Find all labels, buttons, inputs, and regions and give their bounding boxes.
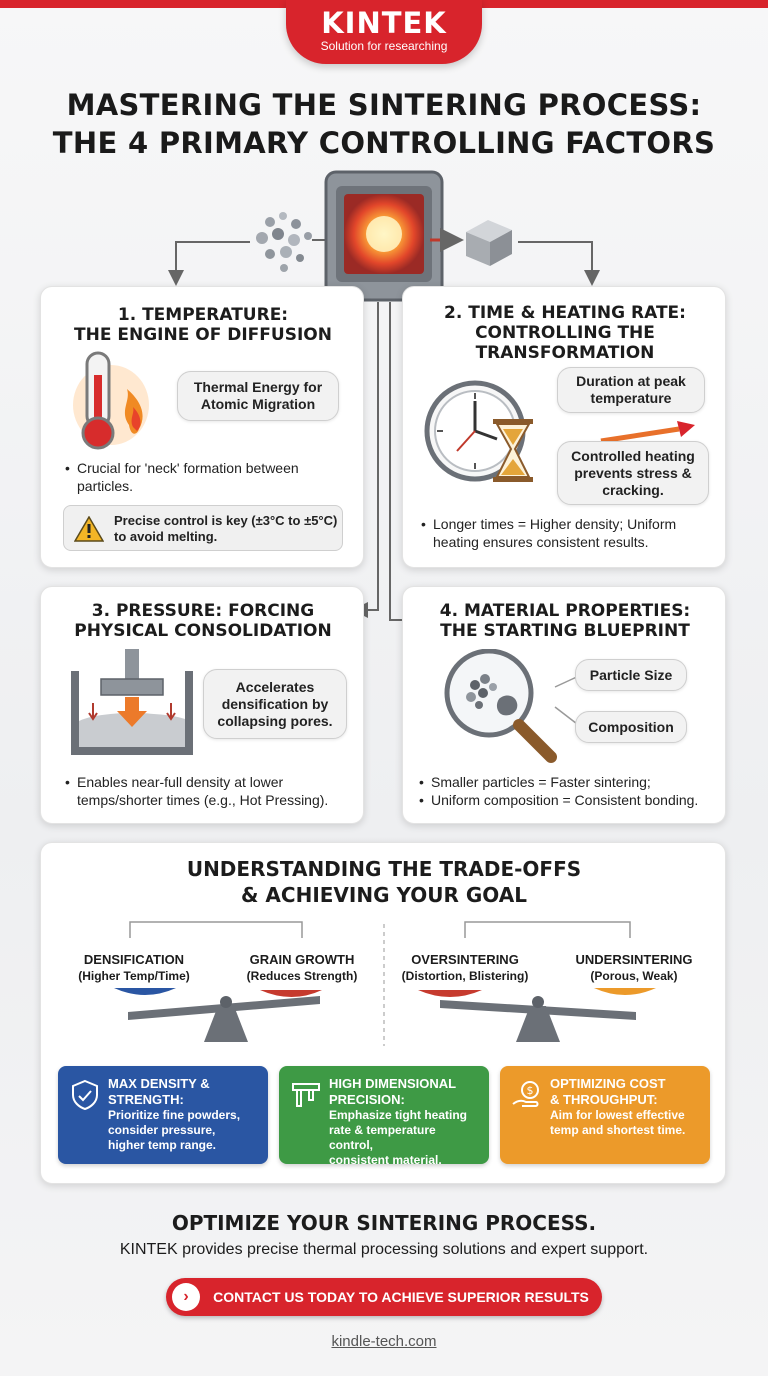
card-title-line2: THE ENGINE OF DIFFUSION bbox=[74, 325, 332, 345]
oversintering-label bbox=[392, 952, 538, 984]
goal-text bbox=[329, 1108, 483, 1168]
contact-us-label: CONTACT US TODAY TO ACHIEVE SUPERIOR RESULTS bbox=[213, 1289, 589, 1305]
warning-line1: Precise control is key (±3°C to ±5°C) bbox=[114, 513, 338, 528]
card-title-line1: 2. TIME & HEATING RATE: bbox=[444, 303, 686, 323]
goal-title bbox=[329, 1076, 481, 1108]
cta-title: OPTIMIZE YOUR SINTERING PROCESS. bbox=[171, 1211, 597, 1235]
coin-hand-icon bbox=[510, 1078, 544, 1112]
card-title-line2: PHYSICAL CONSOLIDATION bbox=[74, 621, 332, 641]
caliper-icon bbox=[289, 1078, 323, 1112]
label-main: DENSIFICATION bbox=[83, 952, 185, 967]
tradeoffs-title-line1: UNDERSTANDING THE TRADE-OFFS bbox=[186, 857, 582, 881]
brand-name: KINTEK bbox=[321, 6, 447, 40]
goal-cost-throughput[interactable] bbox=[500, 1066, 710, 1164]
material-bullet-1: • Smaller particles = Faster sintering; bbox=[431, 773, 723, 791]
bubble-line1: Duration at peak bbox=[576, 373, 686, 389]
left-balance-scale bbox=[114, 988, 322, 1042]
label-sub: (Distortion, Blistering) bbox=[401, 969, 529, 983]
bubble-line2: Atomic Migration bbox=[200, 396, 316, 412]
bullet-line1: • Longer times = Higher density; Uniform bbox=[433, 516, 677, 532]
card-title-line3: TRANSFORMATION bbox=[475, 343, 655, 363]
brand-tagline: Solution for researching bbox=[320, 39, 448, 53]
bubble-line2: temperature bbox=[590, 390, 672, 406]
cta-subtitle: KINTEK provides precise thermal processing solutions and expert support. bbox=[119, 1241, 649, 1258]
goal-max-density[interactable] bbox=[58, 1066, 268, 1164]
bubble-line2: prevents stress & bbox=[574, 464, 692, 481]
goal-dimensional-precision[interactable] bbox=[279, 1066, 489, 1167]
label-sub: (Higher Temp/Time) bbox=[78, 969, 190, 983]
bubble-line3: collapsing pores. bbox=[217, 712, 333, 729]
bullet-line1: • Crucial for 'neck' formation between bbox=[77, 460, 299, 476]
right-balance-scale bbox=[418, 988, 656, 1042]
material-bullet-2: • Uniform composition = Consistent bonding. bbox=[431, 791, 723, 809]
website-link[interactable]: kindle-tech.com bbox=[331, 1333, 437, 1350]
goal-title bbox=[108, 1076, 260, 1108]
goal-title-line1: OPTIMIZING COST bbox=[550, 1076, 666, 1091]
card-title-line1: 3. PRESSURE: FORCING bbox=[91, 601, 315, 621]
goal-text-line1: Emphasize tight heating bbox=[329, 1108, 468, 1122]
bullet-line2: particles. bbox=[77, 478, 134, 494]
goal-text-line1: Prioritize fine powders, bbox=[108, 1108, 241, 1122]
bubble-line1: Controlled heating bbox=[571, 447, 695, 464]
goal-title-line1: MAX DENSITY & bbox=[108, 1076, 210, 1091]
bubble-label: Particle Size bbox=[589, 666, 673, 683]
goal-text-line2: temp and shortest time. bbox=[550, 1123, 686, 1137]
goal-title-line2: & THROUGHPUT: bbox=[550, 1092, 658, 1107]
shield-hand-icon bbox=[68, 1078, 102, 1112]
goal-title-line2: PRECISION: bbox=[329, 1092, 405, 1107]
chevron-right-icon: › bbox=[172, 1283, 200, 1311]
goal-title-line2: STRENGTH: bbox=[108, 1092, 184, 1107]
label-main: GRAIN GROWTH bbox=[249, 952, 355, 967]
goal-title-line1: HIGH DIMENSIONAL bbox=[329, 1076, 457, 1091]
card-title-line1: 1. TEMPERATURE: bbox=[117, 305, 289, 325]
goal-text-line1: Aim for lowest effective bbox=[550, 1108, 685, 1122]
bubble-line1: Thermal Energy for bbox=[193, 379, 323, 395]
label-sub: (Porous, Weak) bbox=[590, 969, 678, 983]
card-title-line1: 4. MATERIAL PROPERTIES: bbox=[439, 601, 691, 621]
bullet-line2: temps/shorter times (e.g., Hot Pressing). bbox=[77, 792, 329, 808]
bubble-line2: densification by bbox=[221, 695, 329, 712]
label-sub: (Reduces Strength) bbox=[246, 969, 358, 983]
undersintering-label bbox=[564, 952, 704, 984]
contact-us-button[interactable] bbox=[166, 1278, 602, 1316]
svg-text:$: $ bbox=[526, 1084, 534, 1097]
warning-line2: to avoid melting. bbox=[114, 529, 218, 544]
densification-label bbox=[64, 952, 204, 984]
goal-text-line3: consistent material. bbox=[329, 1153, 442, 1167]
label-main: UNDERSINTERING bbox=[575, 952, 693, 967]
bubble-line3: cracking. bbox=[602, 481, 664, 498]
goal-text-line3: higher temp range. bbox=[108, 1138, 217, 1152]
goal-text-line2: rate & temperature control, bbox=[329, 1123, 436, 1152]
bullet-line1: • Enables near-full density at lower bbox=[77, 774, 284, 790]
goal-text bbox=[550, 1108, 704, 1138]
label-main: OVERSINTERING bbox=[411, 952, 519, 967]
bubble-line1: Accelerates bbox=[235, 678, 315, 695]
goal-text-line2: consider pressure, bbox=[108, 1123, 216, 1137]
bubble-label: Composition bbox=[588, 718, 674, 735]
goal-text bbox=[108, 1108, 262, 1153]
card-title-line2: CONTROLLING THE bbox=[475, 323, 655, 343]
card-title-line2: THE STARTING BLUEPRINT bbox=[440, 621, 690, 641]
bullet-line2: heating ensures consistent results. bbox=[433, 534, 649, 550]
grain-growth-label bbox=[232, 952, 372, 984]
page-title-line1: MASTERING THE SINTERING PROCESS: bbox=[66, 88, 702, 122]
goal-title bbox=[550, 1076, 702, 1108]
tradeoffs-title-line2: & ACHIEVING YOUR GOAL bbox=[241, 883, 527, 907]
page-title-line2: THE 4 PRIMARY CONTROLLING FACTORS bbox=[52, 126, 716, 160]
